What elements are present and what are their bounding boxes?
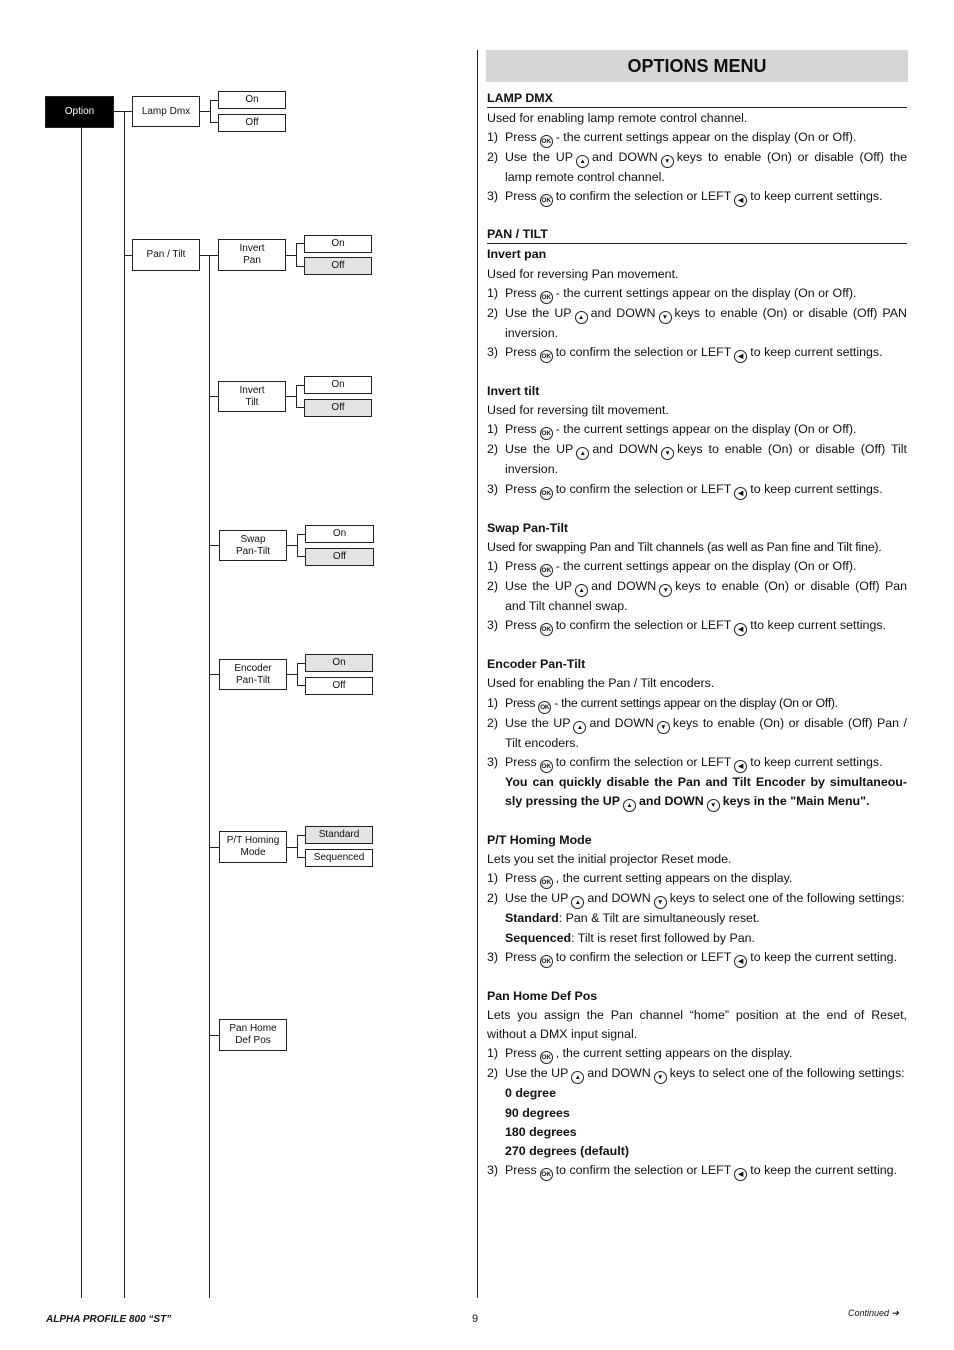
homing-sequenced-option[interactable]: Sequenced [305,849,373,867]
encoder-note: You can quickly disable the Pan and Tilt Encoder by simultaneou-sly pressing the UP ▲ and DOWN ▼ keys in the "Main Menu". [487,773,907,812]
ok-icon: OK [540,1051,553,1064]
invert-pan-off-option[interactable]: Off [304,257,372,275]
ok-icon: OK [540,350,553,363]
lamp-dmx-heading: LAMP DMX [487,90,907,108]
pan-home-def-pos-title: Pan Home Def Pos [487,988,598,1003]
encoder-off-option[interactable]: Off [305,677,373,695]
footer-product-name: ALPHA PROFILE 800 “ST” [46,1314,172,1325]
homing-standard-option[interactable]: Standard [305,826,373,844]
down-arrow-icon: ▼ [654,896,667,909]
up-arrow-icon: ▲ [623,799,636,812]
swap-pan-tilt-title: Swap Pan-Tilt [487,520,569,535]
invert-tilt-title: Invert tilt [487,384,540,399]
encoder-pan-tilt-title: Encoder Pan-Tilt [487,657,586,672]
encoder-on-option[interactable]: On [305,654,373,672]
ok-icon: OK [540,291,553,304]
up-arrow-icon: ▲ [575,311,588,324]
up-arrow-icon: ▲ [576,155,589,168]
tree-line [209,255,210,1298]
page-title: OPTIONS MENU [486,50,908,82]
pan-tilt-heading: PAN / TILT [487,226,907,244]
up-arrow-icon: ▲ [575,584,588,597]
left-arrow-icon: ◀ [734,623,747,636]
left-arrow-icon: ◀ [734,194,747,207]
up-arrow-icon: ▲ [576,447,589,460]
option-node[interactable]: Option [45,96,114,128]
tree-line [124,111,125,1298]
ok-icon: OK [540,487,553,500]
swap-off-option[interactable]: Off [305,548,374,566]
ok-icon: OK [540,135,553,148]
up-arrow-icon: ▲ [571,896,584,909]
homing-mode-title: P/T Homing Mode [487,833,592,848]
footer-continued: Continued ➔ [848,1308,900,1318]
down-arrow-icon: ▼ [661,447,674,460]
ok-icon: OK [540,623,553,636]
ok-icon: OK [540,194,553,207]
text-column: LAMP DMX Used for enabling lamp remote control channel. 1) Press OK - the current settings appear on the display (On or Off). 2) Use the UP ▲ and DOWN ▼ keys to enable (On) or disable (Off) the lamp remote control channel. 3) Press OK to confirm the selection or LEFT ◀ to keep current settings. PAN / TILT Invert pan Used for reversing Pan movement. 1) Press OK - the current settings appear on the display (On or Off). 2) Use the UP ▲ and DOWN ▼ keys to enable (On) or disable (Off) PAN inversion. 3) Press OK to confirm the selection or LEFT ◀ to keep current settings. Invert tilt Used for reversing tilt movement. 1) Press OK - the current settings appear on the display (On or Off). 2) Use the UP ▲ and DOWN ▼ keys to enable (On) or disable (Off) Tilt inversion. 3) Press OK to confirm the selection or LEFT ◀ to keep current settings. Swap Pan-Tilt Used for swapping Pan and Tilt channels (as well as Pan fine and Tilt fine). 1) Press OK - the current settings appear on the display (On or Off). 2) Use the UP ▲ and DOWN ▼ keys to enable (On) or disable (Off) Pan and Tilt channel swap. 3) Press OK to confirm the selection or LEFT ◀ tto keep current settings. Encoder Pan-Tilt Used for enabling the Pan / Tilt encoders. 1) Press OK - the current settings appear on the display (On or Off). 2) Use the UP ▲ and DOWN ▼ keys to enable (On) or disable (Off) Pan / Tilt encoders. 3) Press OK to confirm the selection or LEFT ◀ to keep current settings. You can quickly disable the Pan and Tilt Encoder by simultaneou-sly pressing the UP ▲ and DOWN ▼ keys in the "Main Menu". P/T Homing Mode Lets you set the initial projector Reset mode. 1) Press OK , the current setting appears on the display. 2) Use the UP ▲ and DOWN ▼ keys to select one of the following settings: Standard: Pan & Tilt are simultaneously reset. Sequenced: Tilt is reset first followed by Pan. 3) Press OK to confirm the selection or LEFT ◀ to keep the current setting. Pan Home Def Pos Lets you assign the Pan channel “home” position at the end of Reset, without a DMX input signal. 1) Press OK , the current setting appears on the display. 2) Use the UP ▲ and DOWN ▼ keys to select one of the following settings: 0 degree 90 degrees 180 degrees 270 degrees (default) 3) Press OK to confirm the selection or LEFT ◀ to keep the current setting. [487,90,907,1181]
invert-pan-title: Invert pan [487,247,547,262]
ok-icon: OK [540,564,553,577]
tree-line [81,128,82,1298]
page-number: 9 [472,1313,479,1325]
down-arrow-icon: ▼ [657,721,670,734]
ok-icon: OK [540,760,553,773]
down-arrow-icon: ▼ [661,155,674,168]
lamp-dmx-node[interactable]: Lamp Dmx [132,96,200,127]
left-arrow-icon: ◀ [734,760,747,773]
invert-tilt-on-option[interactable]: On [304,376,372,394]
left-arrow-icon: ◀ [734,487,747,500]
invert-pan-node[interactable]: Invert Pan [218,239,286,271]
lamp-off-option[interactable]: Off [218,114,286,132]
up-arrow-icon: ▲ [571,1071,584,1084]
up-arrow-icon: ▲ [573,721,586,734]
invert-tilt-off-option[interactable]: Off [304,399,372,417]
ok-icon: OK [540,1168,553,1181]
down-arrow-icon: ▼ [659,311,672,324]
invert-pan-on-option[interactable]: On [304,235,372,253]
left-arrow-icon: ◀ [734,350,747,363]
swap-on-option[interactable]: On [305,525,374,543]
left-arrow-icon: ◀ [734,955,747,968]
down-arrow-icon: ▼ [654,1071,667,1084]
swap-pan-tilt-node[interactable]: Swap Pan-Tilt [219,530,287,561]
pan-tilt-node[interactable]: Pan / Tilt [132,239,200,271]
ok-icon: OK [540,955,553,968]
lamp-on-option[interactable]: On [218,91,286,109]
encoder-pan-tilt-node[interactable]: Encoder Pan-Tilt [219,659,287,690]
ok-icon: OK [540,427,553,440]
down-arrow-icon: ▼ [707,799,720,812]
column-separator [477,50,478,1298]
invert-tilt-node[interactable]: Invert Tilt [218,381,286,412]
ok-icon: OK [540,876,553,889]
down-arrow-icon: ▼ [659,584,672,597]
ok-icon: OK [538,701,551,714]
pan-home-def-pos-node[interactable]: Pan Home Def Pos [219,1019,287,1051]
left-arrow-icon: ◀ [734,1168,747,1181]
homing-mode-node[interactable]: P/T Homing Mode [219,831,287,863]
